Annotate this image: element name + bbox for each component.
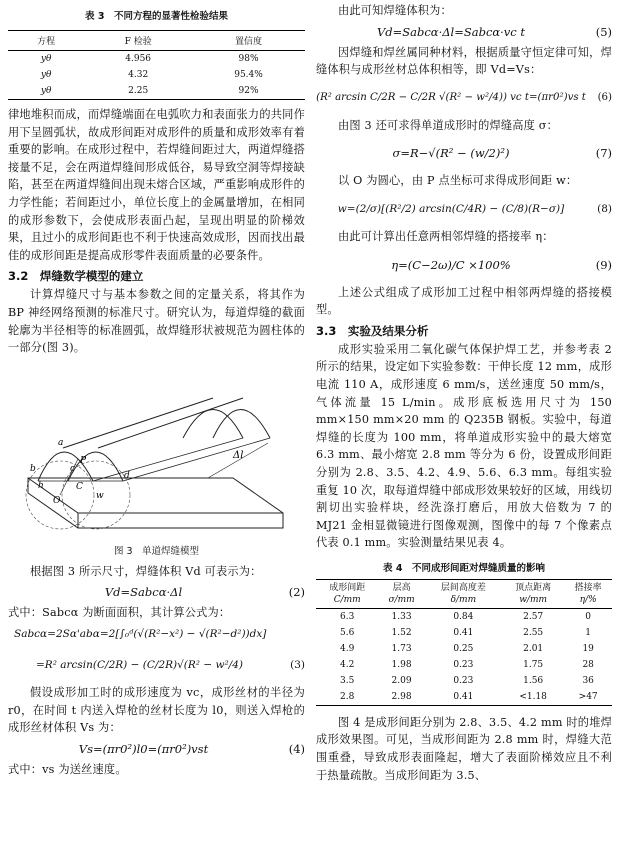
table-cell: 98% <box>238 54 259 64</box>
equation-number: (4) <box>288 741 305 756</box>
equation-number: (2) <box>288 585 305 600</box>
table-row <box>8 51 305 68</box>
body-paragraph: 成形实验采用二氧化碳气体保护焊工艺，并参考表 2 所示的结果，设定如下实验参数：干伸长度 12 mm，成形电流 110 A，成形速度 6 mm/s，送丝速度 50 mm/s，气体流量 15 L/min。成形底板选用尺寸为 150 mm×150 mm×20 mm 的 Q235B 钢板。实验中，每道焊缝的长度为 100 mm，将单道成形实验中的最大熔宽 6.3 mm、最小熔宽 2.8 mm 等分为 6 份，设置成形间距分别为 2.8、3.5、4.2、4.9、5.6、6.3 mm。每组实验重复 10 次，取每道焊缝中部成形效果较好的区域，用线切割切出实验样块，经洗涤打磨后，用放大倍数为 7 的 MJ21 金相显微镜进行图像观测，图像中的每 7 个像素点代表 0.1 mm。实验测量结果见表 4。 <box>316 342 612 550</box>
table-row <box>8 67 305 83</box>
table-cell: 1.52 <box>391 627 412 638</box>
fig3-label-a: a <box>58 437 64 448</box>
table-cell: 3.5 <box>340 675 355 686</box>
body-paragraph: 由此可计算出任意两相邻焊缝的搭接率 η： <box>338 229 554 243</box>
table-cell: 0.25 <box>453 643 474 654</box>
table-row <box>8 83 305 100</box>
body-paragraph: 律地堆积而成，而焊缝端面在电弧吹力和表面张力的共同作用下呈圆弧状，故成形间距对成形件的质量和成形效率有着重要的影响。在成形过程中，若焊缝间距过大，两道焊缝搭接量不足，会在两道焊缝间形成低谷，易导致空洞等焊接缺陷，甚至在两道焊缝间出现未熔合区域，严重影响成形件的力学性能；若间距过小，单位长度上的金属量增加，在相同的成形参数下，会使成形表面凸起，呈现出明显的阶梯效果，且过小的成形间距也不利于快速高效成形，因而找出最佳的成形间距是提高成形零件表面质量的必要条件。 <box>8 108 305 262</box>
section-heading: 3.3 实验及结果分析 <box>316 323 429 338</box>
table4-header <box>378 579 424 608</box>
table-row <box>316 625 612 641</box>
header-line: 成形间距 <box>329 582 366 593</box>
body-paragraph: 由此可知焊缝体积为： <box>338 4 452 17</box>
equation-number: (9) <box>595 257 612 272</box>
table-cell: 19 <box>582 643 594 654</box>
table3-header: 置信度 <box>235 37 263 47</box>
table-cell: 0.84 <box>453 611 474 622</box>
equation-text: Vs=(πr0²)l0=(πr0²)vst <box>78 741 209 756</box>
fig3-label-c: c <box>70 463 76 474</box>
equation-9 <box>316 246 612 284</box>
equation-number: (8) <box>597 202 612 215</box>
table-cell: 0.41 <box>453 627 474 638</box>
table-cell: 36 <box>582 675 594 686</box>
header-unit: δ/mm <box>450 594 477 605</box>
fig3-label-O: O <box>53 495 61 506</box>
fig3-label-b: b <box>30 463 36 474</box>
equation-text: σ=R−√(R² − (w/2)²) <box>392 146 510 161</box>
table-cell: 0.23 <box>453 659 474 670</box>
table-row <box>316 689 612 706</box>
equation-number: (5) <box>595 24 612 39</box>
figure3-caption: 图 3 单道焊缝模型 <box>113 545 200 557</box>
table-cell: 0 <box>585 611 592 622</box>
table3-header: F 检验 <box>124 37 152 47</box>
fig3-label-dl: Δl <box>233 449 244 461</box>
fig3-label-w: w <box>96 490 104 501</box>
table3-header: 方程 <box>37 37 56 47</box>
table-row <box>316 608 612 625</box>
equation-6 <box>316 79 612 117</box>
body-paragraph: 由图 3 还可求得单道成形时的焊缝高度 σ： <box>338 118 559 132</box>
equation-5 <box>316 20 612 44</box>
body-paragraph: 图 4 是成形间距分别为 2.8、3.5、4.2 mm 时的堆焊成形效果图。可见，当成形间距为 2.8 mm 时，焊缝大范围重叠，导致成形表面隆起，增大了表面阶梯效应且不利于热量疏散。当成形间距为 3.5、 <box>316 715 612 782</box>
table-cell: 0.23 <box>453 675 474 686</box>
body-paragraph: 上述公式组成了成形加工过程中相邻两焊缝的搭接模型。 <box>316 285 612 317</box>
equation-text: (R² arcsin C/2R − C/2R √(R² − w²/4)) vc t=(πr0²)vs t <box>316 91 586 103</box>
equation-number: (6) <box>597 91 612 103</box>
equation-text: Vd=Sabcα·Δl <box>104 585 183 600</box>
table-cell: yθ <box>40 86 52 96</box>
table-cell: 2.09 <box>391 675 412 686</box>
table-cell: 1.73 <box>391 643 412 654</box>
equation-text: w=(2/σ)[(R²/2) arcsin(C/4R) − (C/8)(R−σ)] <box>337 202 565 215</box>
table4-caption: 表 4 不同成形间距对焊缝质量的影响 <box>383 562 545 574</box>
table-cell: 6.3 <box>340 611 355 622</box>
table-cell: 2.57 <box>523 611 544 622</box>
table-cell: yθ <box>40 54 52 64</box>
table-cell: 28 <box>582 659 594 670</box>
table-cell: 1.98 <box>391 659 412 670</box>
equation-2 <box>8 580 305 604</box>
table4-header <box>502 579 564 608</box>
table3 <box>8 30 305 100</box>
table-cell: yθ <box>40 70 52 80</box>
table-cell: 2.01 <box>523 643 544 654</box>
equation-text: Vd=Sabcα·Δl=Sabcα·vc t <box>376 24 526 39</box>
table-cell: 1.56 <box>523 675 544 686</box>
section-heading: 3.2 焊缝数学模型的建立 <box>8 269 144 284</box>
table-cell: 92% <box>238 86 259 96</box>
header-line: 顶点距离 <box>515 582 552 593</box>
header-unit: σ/mm <box>388 594 415 605</box>
header-line: 搭接率 <box>574 582 602 593</box>
fig3-label-C: C <box>76 481 83 492</box>
header-unit: C/mm <box>333 594 361 605</box>
body-paragraph: 式中：Sabcα 为断面面积，其计算公式为： <box>8 606 231 620</box>
table-cell: 2.55 <box>523 627 544 638</box>
table-cell: 1.33 <box>391 611 412 622</box>
table-cell: 4.956 <box>125 54 152 64</box>
right-column <box>316 0 612 784</box>
body-paragraph: 因焊缝和焊丝属同种材料，根据质量守恒定律可知，焊缝体积与成形丝材总体积相等，即 Vd=Vs： <box>316 45 612 77</box>
left-column <box>8 0 305 778</box>
equation-text: Sabcα=2Sα'abα=2[∫₀ᵈ(√(R²−x²) − √(R²−d²))dx] <box>14 627 267 640</box>
body-paragraph: 根据图 3 所示尺寸，焊缝体积 Vd 可表示为： <box>30 564 262 578</box>
table-cell: 4.32 <box>128 70 149 80</box>
equation-number: (7) <box>595 146 612 161</box>
table4-header <box>564 579 612 608</box>
equation-3b <box>8 646 305 684</box>
equation-text: =R² arcsin(C/2R) − (C/2R)√(R² − w²/4) <box>36 658 243 671</box>
table-row <box>316 641 612 657</box>
header-line: 层高 <box>392 582 411 593</box>
table-cell: 1 <box>585 627 592 638</box>
equation-3a <box>8 622 305 646</box>
equation-number: (3) <box>290 658 305 671</box>
table-cell: 2.8 <box>340 691 355 702</box>
figure-3 <box>8 363 305 563</box>
equation-7 <box>316 134 612 172</box>
equation-8 <box>316 190 612 228</box>
body-paragraph: 计算焊缝尺寸与基本参数之间的定量关系，将其作为 BP 神经网络预测的标准尺寸。研究认为，每道焊缝的截面轮廓为半径相等的标准圆弧，故焊缝形状被规范为圆柱体的一部分(图 3)。 <box>8 288 305 355</box>
table-cell: 4.2 <box>340 659 355 670</box>
header-line: 层间高度差 <box>440 582 486 593</box>
weld-model-diagram <box>8 363 305 533</box>
fig3-label-P: P <box>80 455 87 466</box>
body-paragraph: 假设成形加工时的成形速度为 vc，成形丝材的半径为 r0，在时间 t 内送入焊枪的丝材长度为 l0，则送入焊枪的成形丝材体积 Vs 为： <box>8 685 305 735</box>
body-paragraph: 式中：vs 为送丝速度。 <box>8 762 127 776</box>
table-cell: 5.6 <box>340 627 355 638</box>
table4-header <box>316 579 378 608</box>
fig3-label-h: h <box>38 480 44 491</box>
table-cell: 2.25 <box>128 86 149 96</box>
table-cell: <1.18 <box>519 691 547 702</box>
table-cell: 95.4% <box>234 70 263 80</box>
table-row <box>316 657 612 673</box>
header-unit: η/% <box>579 594 597 605</box>
equation-text: η=(C−2ω)/C ×100% <box>391 257 511 272</box>
table-cell: >47 <box>578 691 598 702</box>
body-paragraph: 以 O 为圆心，由 P 点坐标可求得成形间距 w： <box>338 174 578 188</box>
table-cell: 0.41 <box>453 691 474 702</box>
table4 <box>316 579 612 706</box>
header-unit: w/mm <box>519 594 548 605</box>
table3-caption: 表 3 不同方程的显著性检验结果 <box>85 11 228 22</box>
table-row <box>316 673 612 689</box>
equation-4 <box>8 737 305 761</box>
table4-header <box>425 579 502 608</box>
table-cell: 2.98 <box>391 691 412 702</box>
table-cell: 4.9 <box>340 643 355 654</box>
fig3-label-d: d <box>124 470 130 481</box>
table-cell: 1.75 <box>523 659 544 670</box>
